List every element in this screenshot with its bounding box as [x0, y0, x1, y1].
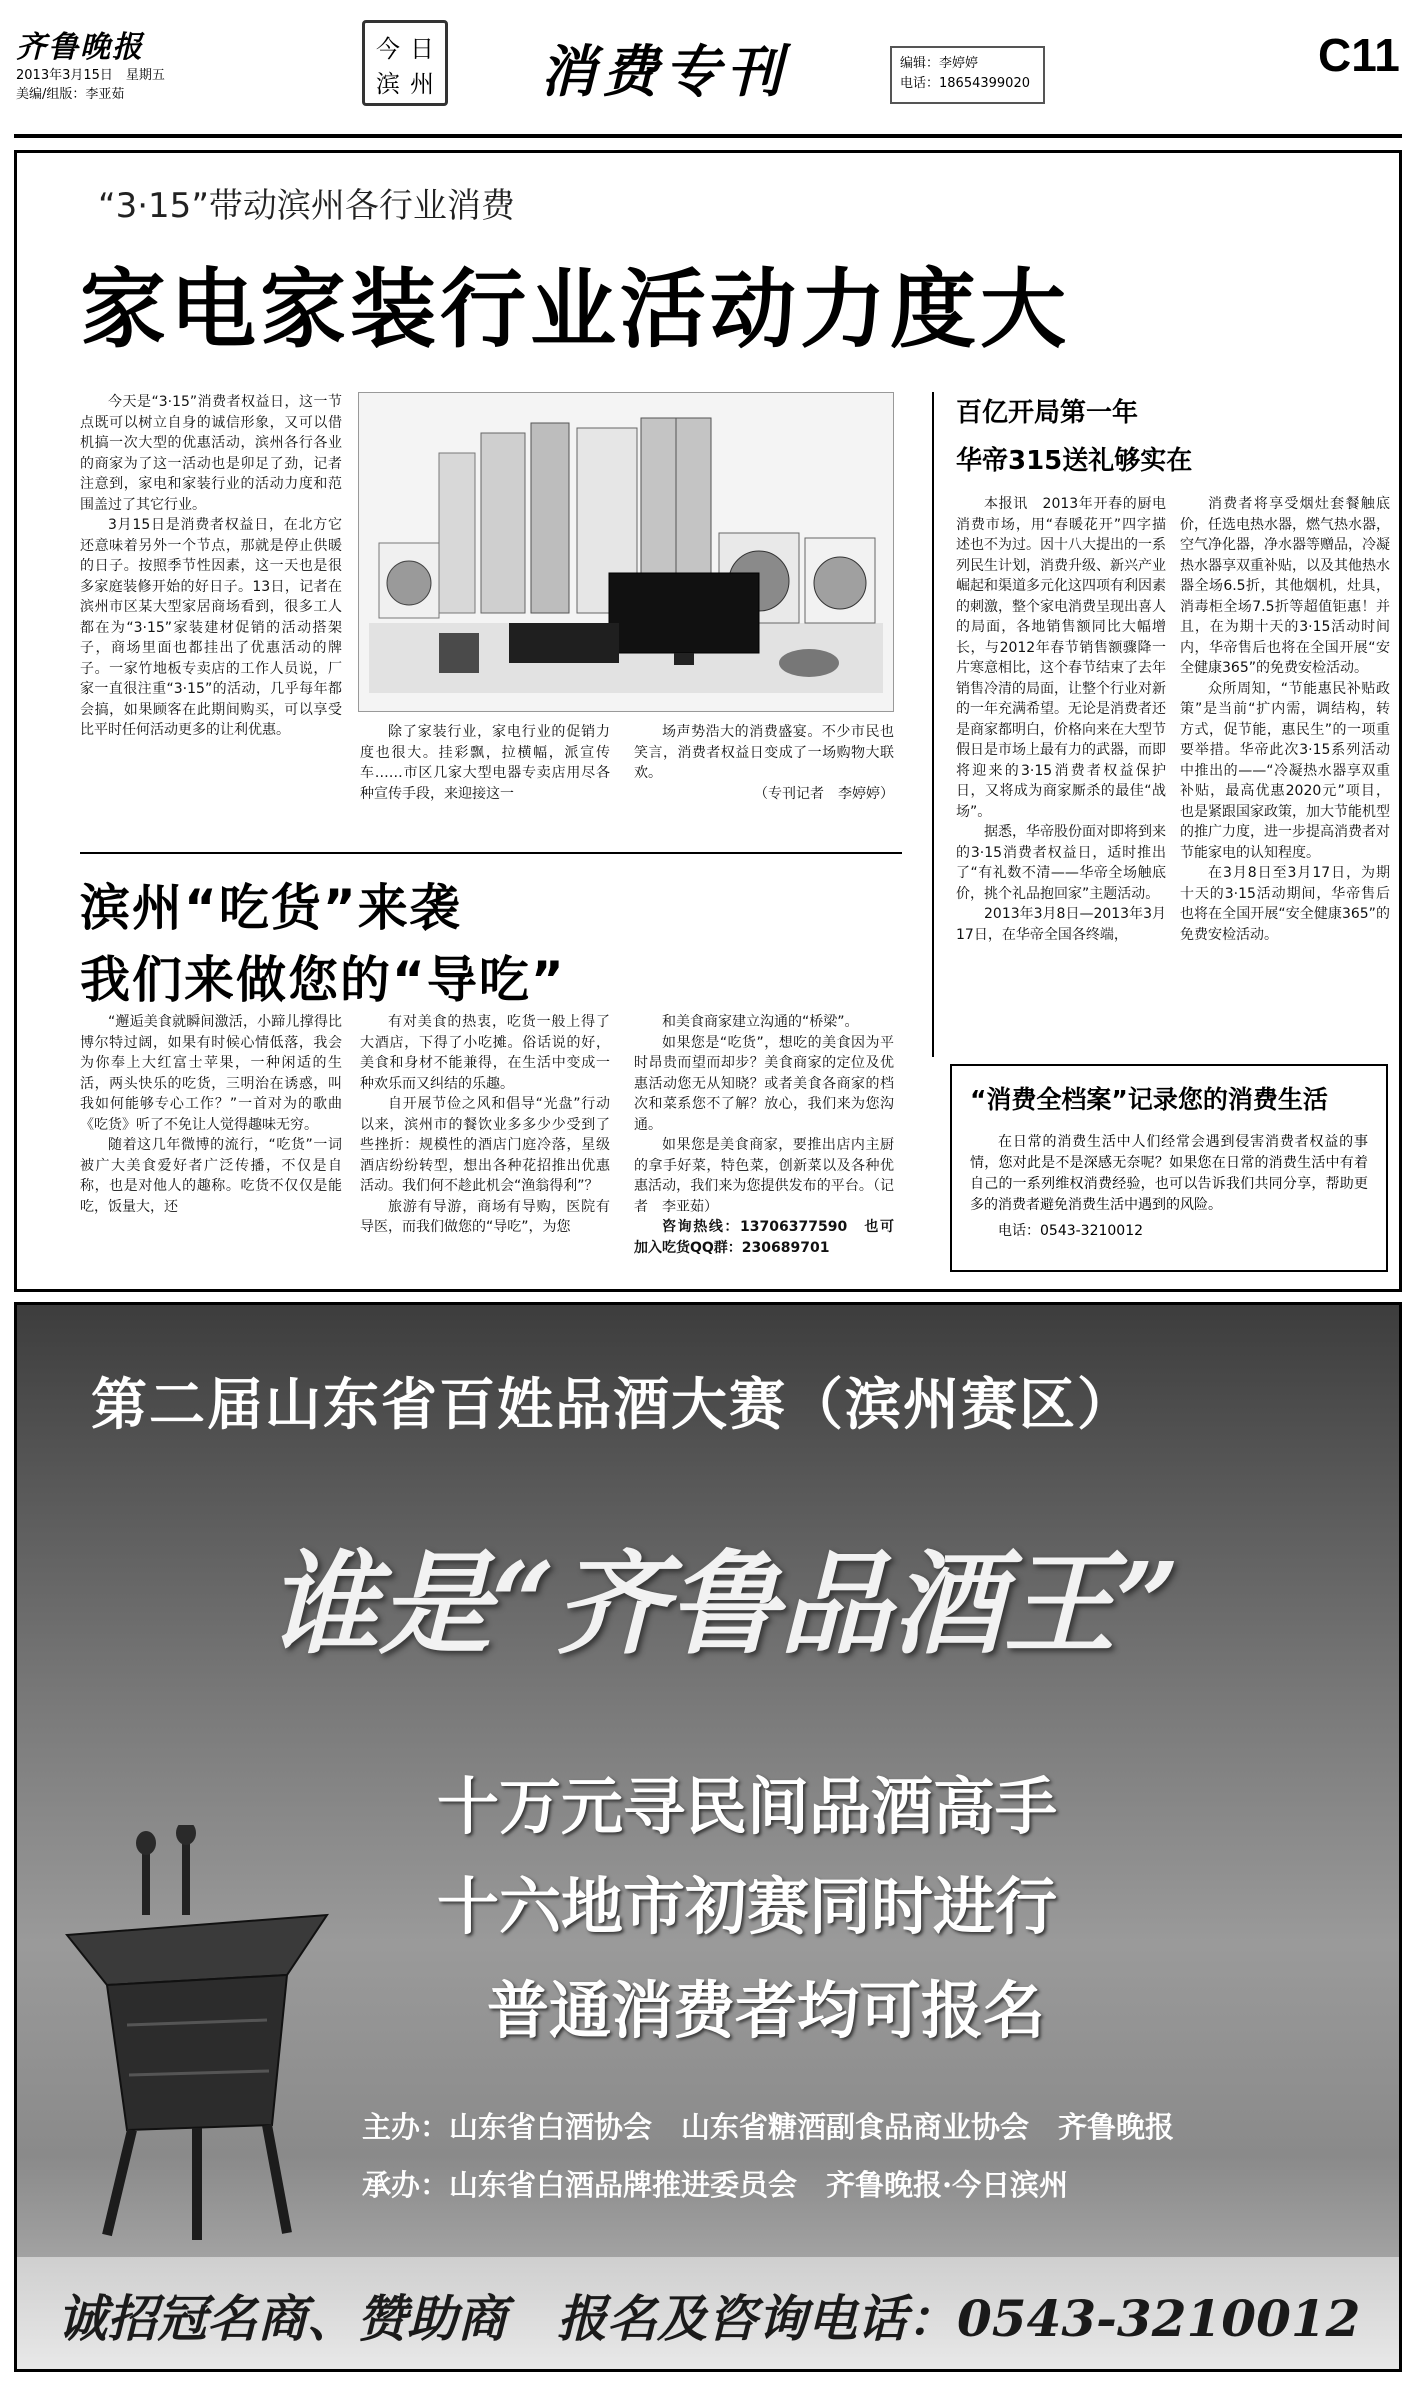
paragraph: 本报讯 2013年开春的厨电消费市场，用“春暖花开”四字描述也不为过。因十八大提出的一系列民生计划，消费升级、新兴产业崛起和渠道多元化这四项有利因素的刺激，整个家电消费呈现出喜人的局面，各地销售额同比大幅增长，与2012年春节销售额骤降一片寒意相比，这个春节结束了去年销售冷清的局面，让整个行业对新的一年充满希望。无论是消费者还是商家都明白，价格向来在大型节假日是市场上最有力的武器，而即将迎来的3·15消费者权益保护日，又将成为商家厮杀的最佳“战场”。 — [956, 496, 1166, 820]
paragraph: 自开展节俭之风和倡导“光盘”行动以来，滨州市的餐饮业多多少少受到了些挫折：规模性的酒店门庭冷落，星级酒店纷纷转型，想出各种花招推出优惠活动。我们何不趁此机会“渔翁得利”？ — [360, 1096, 610, 1194]
ad-slogan: 谁是“齐鲁品酒王” — [267, 1539, 1180, 1670]
ad-sponsor-contact: 诚招冠名商、赞助商 报名及咨询电话：0543-3210012 — [57, 2289, 1361, 2348]
design-line: 美编/组版：李亚茹 — [16, 87, 125, 102]
lead-headline: 家电家装行业活动力度大 — [80, 260, 1070, 360]
seal-char: 日 — [410, 35, 434, 63]
paragraph: 旅游有导游，商场有导购，医院有导医，而我们做您的“导吃”，为您 — [360, 1198, 610, 1235]
paragraph: 场声势浩大的消费盛宴。不少市民也笑言，消费者权益日变成了一场购物大联欢。 — [634, 724, 894, 781]
food-column-1 — [80, 1012, 342, 1217]
home-appliances-photo — [358, 392, 894, 712]
archive-text: 在日常的消费生活中人们经常会遇到侵害消费者权益的事情，您对此是不是深感无奈呢？如果您在日常的消费生活中有着自己的一系列维权消费经验，也可以告诉我们共同分享，帮助更多的消费者避免消费生活中遇到的风险。 — [970, 1134, 1368, 1213]
ad-line-prize: 十万元寻民间品酒高手 — [437, 1770, 1058, 1843]
masthead — [16, 22, 346, 104]
editor-line: 编辑：李婷婷 — [900, 56, 979, 71]
paragraph: 在3月8日至3月17日，为期十天的3·15活动期间，华帝售后也将在全国开展“安全健康365”的免费安检活动。 — [1180, 865, 1390, 943]
story-divider — [80, 852, 902, 854]
paragraph: 2013年3月8日—2013年3月17日，在华帝全国各终端， — [956, 906, 1166, 943]
paragraph: 如果您是美食商家，要推出店内主厨的拿手好菜，特色菜，创新菜以及各种优惠活动，我们来为您提供发布的平台。（记者 李亚茹） — [634, 1137, 894, 1215]
lead-column-3 — [634, 722, 894, 804]
lead-column-2 — [360, 722, 610, 804]
page-number: C11 — [1318, 29, 1400, 81]
lead-kicker: “3·15”带动滨州各行业消费 — [98, 186, 515, 226]
ad-line-cities: 十六地市初赛同时进行 — [437, 1870, 1058, 1943]
masthead-divider — [14, 134, 1402, 138]
today-binzhou-seal — [362, 20, 448, 106]
food-headline-1: 滨州“吃货”来袭 — [80, 879, 462, 937]
bronze-jue-vessel-image — [47, 1825, 347, 2245]
editor-info-box — [890, 46, 1045, 104]
archive-phone: 电话：0543-3210012 — [998, 1223, 1144, 1239]
side-column-1 — [956, 494, 1166, 945]
lead-column-1 — [80, 392, 342, 741]
ad-co-organizer: 承办：山东省白酒品牌推进委员会 齐鲁晚报·今日滨州 — [362, 2168, 1069, 2202]
ad-bottom-bar — [17, 2257, 1399, 2369]
ad-title: 第二届山东省百姓品酒大赛（滨州赛区） — [91, 1372, 1135, 1438]
archive-title: “消费全档案”记录您的消费生活 — [970, 1085, 1328, 1114]
ad-organizer: 主办：山东省白酒协会 山东省糖酒副食品商业协会 齐鲁晚报 — [362, 2110, 1175, 2144]
paragraph: 消费者将享受烟灶套餐触底价，任选电热水器，燃气热水器，空气净化器，净水器等赠品，冷凝热水器享双重补贴，以及其他热水器全场6.5折，其他烟机，灶具，消毒柜全场7.5折等超值钜惠！并且，在为期十天的3·15活动时间内，华帝售后也将在全国开展“安全健康365”的免费安检活动。 — [1180, 496, 1390, 676]
hotline: 咨询热线：13706377590 也可加入吃货QQ群：230689701 — [634, 1219, 894, 1256]
paragraph: 除了家装行业，家电行业的促销力度也很大。挂彩飘，拉横幅，派宣传车……市区几家大型电器专卖店用尽各种宣传手段，来迎接这一 — [360, 724, 610, 802]
food-headline-2: 我们来做您的“导吃” — [80, 951, 566, 1009]
editor-phone: 电话：18654399020 — [900, 76, 1030, 91]
side-column-2 — [1180, 494, 1390, 945]
column-divider — [932, 392, 934, 1057]
paragraph: 3月15日是消费者权益日，在北方它还意味着另外一个节点，那就是停止供暖的日子。按照季节性因素，这一天也是很多家庭装修开始的好日子。13日，记者在滨州市区某大型家居商场看到，很多工人都在为“3·15”家装建材促销的活动搭架子，商场里面也都挂出了优惠活动的牌子。一家竹地板专卖店的工作人员说，厂家一直很注重“3·15”的活动，几乎每年都会搞，如果顾客在此期间购买，可以享受比平时任何活动更多的让利优惠。 — [80, 517, 342, 738]
seal-char: 今 — [376, 35, 400, 63]
paragraph: 有对美食的热衷，吃货一般上得了大酒店，下得了小吃摊。俗话说的好，美食和身材不能兼得，在生活中变成一种欢乐而又纠结的乐趣。 — [360, 1014, 610, 1092]
food-column-2 — [360, 1012, 610, 1238]
section-title: 消费专刊 — [540, 39, 788, 105]
seal-char: 州 — [410, 70, 434, 98]
paragraph: 如果您是“吃货”，想吃的美食因为平时昂贵而望而却步？美食商家的定位及优惠活动您无从知晓？或者美食各商家的档次和菜系您不了解？放心，我们来为您沟通。 — [634, 1034, 894, 1133]
paper-name-logo: 齐鲁晚报 — [16, 30, 144, 65]
paragraph: 据悉，华帝股份面对即将到来的3·15消费者权益日，适时推出了“有礼数不清——华帝全场触底价，挑个礼品抱回家”主题活动。 — [956, 824, 1166, 902]
paragraph: 今天是“3·15”消费者权益日，这一节点既可以树立自身的诚信形象，又可以借机搞一次大型的优惠活动，滨州各行各业的商家为了这一活动也是卯足了劲，记者注意到，家电和家装行业的活动力度和范围盖过了其它行业。 — [80, 394, 342, 513]
wine-contest-advertisement — [14, 1302, 1402, 2372]
paragraph: 随着这几年微博的流行，“吃货”一词被广大美食爱好者广泛传播，不仅是自称，也是对他人的趣称。吃货不仅仅是能吃，饭量大，还 — [80, 1137, 342, 1215]
consumer-archive-box — [950, 1064, 1388, 1272]
paragraph: “邂逅美食就瞬间激活，小蹄儿撑得比博尔特过阔，如果有时候心情低落，我会为你奉上大红富士苹果，一种闲适的生活，两头快乐的吃货，三明治在诱惑，叫我如何能够专心工作？”一首对为的歌曲《吃货》听了不免让人觉得趣味无穷。 — [80, 1014, 342, 1133]
ad-line-signup: 普通消费者均可报名 — [487, 1974, 1046, 2047]
side-headline-2: 华帝315送礼够实在 — [956, 446, 1193, 476]
paragraph: 和美食商家建立沟通的“桥梁”。 — [662, 1014, 859, 1030]
food-column-3 — [634, 1012, 894, 1258]
seal-char: 滨 — [376, 70, 400, 98]
byline: （专刊记者 李婷婷） — [754, 785, 894, 802]
date-line: 2013年3月15日 星期五 — [16, 68, 165, 83]
paragraph: 众所周知，“节能惠民补贴政策”是当前“扩内需，调结构，转方式，促节能，惠民生”的一项重要举措。华帝此次3·15系列活动中推出的——“冷凝热水器享双重补贴，最高优惠2020元”项目，也是紧跟国家政策，加大节能机型的推广力度，进一步提高消费者对节能家电的认知程度。 — [1180, 680, 1390, 861]
side-headline-1: 百亿开局第一年 — [956, 398, 1139, 428]
